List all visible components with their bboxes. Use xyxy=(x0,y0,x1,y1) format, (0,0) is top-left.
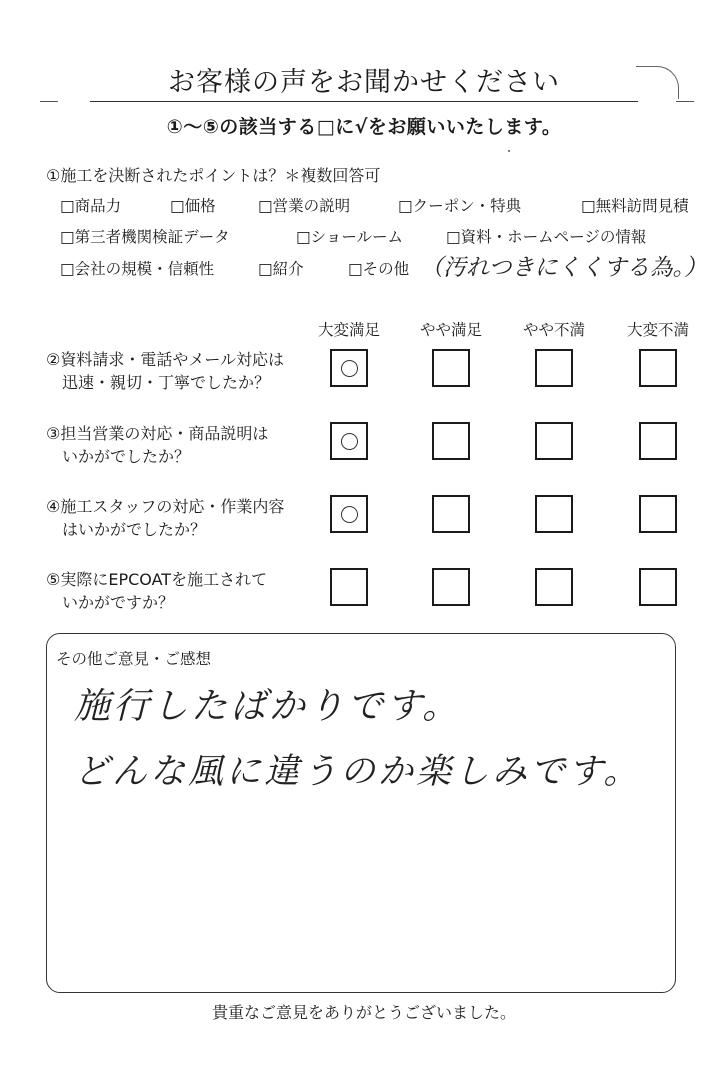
option-referral[interactable]: □紹介 xyxy=(258,260,304,278)
option-product[interactable]: □商品力 xyxy=(60,197,122,215)
option-price[interactable]: □価格 xyxy=(170,197,216,215)
paper-speck xyxy=(508,150,510,152)
option-showroom[interactable]: □ショールーム xyxy=(296,228,404,246)
question-2-line1: ②資料請求・電話やメール対応は xyxy=(46,350,285,369)
other-handwritten-answer: （汚れつきにくくする為。） xyxy=(420,255,708,281)
question-4-line1: ④施工スタッフの対応・作業内容 xyxy=(46,497,285,516)
comment-label: その他ご意見・ご感想 xyxy=(56,650,212,668)
q2-somewhat-dissatisfied-checkbox[interactable] xyxy=(535,349,573,387)
q4-somewhat-dissatisfied-checkbox[interactable] xyxy=(535,495,573,533)
footer-thanks: 貴重なご意見をありがとうございました。 xyxy=(211,1003,516,1022)
question-5-line2: いかがですか？ xyxy=(62,593,175,612)
question-5 xyxy=(46,568,326,614)
page-title: お客様の声をお聞かせください xyxy=(168,67,560,98)
option-sales-explanation[interactable]: □営業の説明 xyxy=(258,197,351,215)
comment-handwritten-line-2: どんな風に違うのか楽しみです。 xyxy=(74,752,642,792)
q2-very-dissatisfied-checkbox[interactable] xyxy=(639,349,677,387)
q4-somewhat-satisfied-checkbox[interactable] xyxy=(432,495,470,533)
left-margin-dash xyxy=(40,101,58,102)
question-3-line2: いかがでしたか？ xyxy=(62,447,191,466)
q5-very-satisfied-checkbox[interactable] xyxy=(330,568,368,606)
option-company-trust[interactable]: □会社の規模・信頼性 xyxy=(60,260,215,278)
column-very-satisfied: 大変満足 xyxy=(317,321,380,339)
question-1: ①施工を決断されたポイントは？＊複数回答可 xyxy=(46,166,381,185)
column-somewhat-satisfied: やや満足 xyxy=(419,321,482,339)
title-underline xyxy=(90,101,638,102)
column-very-dissatisfied: 大変不満 xyxy=(626,321,689,339)
right-margin-dash xyxy=(676,101,694,102)
question-4-line2: はいかがでしたか？ xyxy=(62,520,207,539)
q3-very-dissatisfied-checkbox[interactable] xyxy=(639,422,677,460)
option-free-estimate[interactable]: □無料訪問見積 xyxy=(581,197,689,215)
option-coupon[interactable]: □クーポン・特典 xyxy=(398,197,522,215)
q5-somewhat-satisfied-checkbox[interactable] xyxy=(432,568,470,606)
instruction-text: ①～⑤の該当する□に√をお願いいたします。 xyxy=(166,116,562,138)
q2-very-satisfied-checkbox[interactable] xyxy=(330,349,368,387)
q3-very-satisfied-checkbox[interactable] xyxy=(330,422,368,460)
question-2-line2: 迅速・親切・丁寧でしたか？ xyxy=(62,373,271,392)
question-2 xyxy=(46,348,326,394)
option-website-info[interactable]: □資料・ホームページの情報 xyxy=(446,228,647,246)
question-5-line1: ⑤実際にEPCOATを施工されて xyxy=(46,570,268,589)
option-third-party-data[interactable]: □第三者機関検証データ xyxy=(60,228,230,246)
column-somewhat-dissatisfied: やや不満 xyxy=(522,321,585,339)
option-other[interactable]: □その他 xyxy=(348,260,410,278)
q4-very-satisfied-checkbox[interactable] xyxy=(330,495,368,533)
q4-very-dissatisfied-checkbox[interactable] xyxy=(639,495,677,533)
q3-somewhat-dissatisfied-checkbox[interactable] xyxy=(535,422,573,460)
circle-mark-icon xyxy=(339,358,360,379)
circle-mark-icon xyxy=(339,504,360,525)
question-3 xyxy=(46,422,326,468)
circle-mark-icon xyxy=(339,431,360,452)
q2-somewhat-satisfied-checkbox[interactable] xyxy=(432,349,470,387)
question-4 xyxy=(46,495,326,541)
comment-handwritten-line-1: 施行したばかりです。 xyxy=(74,686,462,727)
q3-somewhat-satisfied-checkbox[interactable] xyxy=(432,422,470,460)
q5-very-dissatisfied-checkbox[interactable] xyxy=(639,568,677,606)
q5-somewhat-dissatisfied-checkbox[interactable] xyxy=(535,568,573,606)
question-3-line1: ③担当営業の対応・商品説明は xyxy=(46,424,269,443)
